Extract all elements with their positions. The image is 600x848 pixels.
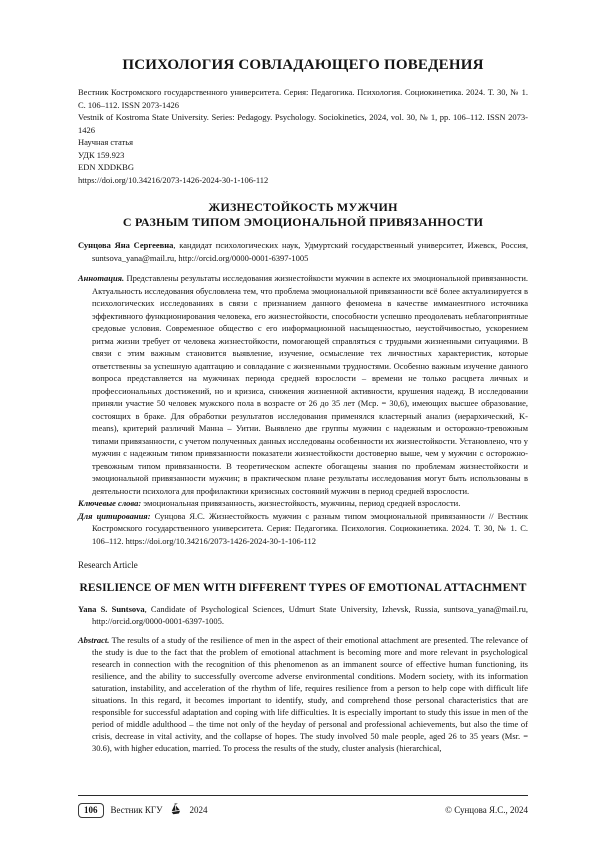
page-number-badge: 106 <box>78 803 104 818</box>
author-ru <box>78 239 528 264</box>
ship-icon <box>169 802 184 820</box>
abstract-en <box>78 634 528 754</box>
keywords-ru-label: Ключевые слова: <box>78 498 142 508</box>
abstract-en-label: Abstract. <box>78 635 110 645</box>
footer-left <box>78 802 207 818</box>
journal-citation-en: Vestnik of Kostroma State University. Series: Pedagogy. Psychology. Sociokinetics, 2024, vol. 30, № 1, pp. 106–112. ISSN 2073-1426 <box>78 112 528 135</box>
abstract-ru <box>78 272 528 497</box>
udc-code: УДК 159.923 <box>78 149 125 160</box>
footer-journal-name: Вестник КГУ <box>110 805 163 815</box>
doi-link[interactable]: https://doi.org/10.34216/2073-1426-2024-30-1-106-112 <box>78 174 269 185</box>
footer-year: 2024 <box>189 805 208 815</box>
author-en-name: Yana S. Suntsova <box>78 604 145 614</box>
author-en <box>78 603 528 627</box>
abstract-ru-text: Представлены результаты исследования жизнестойкости мужчин в аспекте их эмоциональной привязанности. Актуальность исследования обусловлена тем, что проблема эмоциональной привязанности всё более актуализируется в психологических исследованиях в связи с признанием данного феномена в качестве имманентного источника эффективного функционирования человека, его жизнестойкости, способности успешно преодолевать неблагоприятные средовые условия. Современное общество с его информационной насыщенностью, неустойчивостью, ускорением ритма жизни требует от человека жизнестойкости, помогающей справляться с трудными жизненными ситуациями. В связи с этим важным становится выявление, изучение, осмысление тех личностных характеристик, которые ответственны за успешную адаптацию и совладание с жизненными трудностями. Особенно важным изучение данного вопроса представляется на мужчинах периода средней взрослости – времени не только расцвета личных и профессиональных достижений, но и кризиса, снижения жизненной активности, крушения надежд. В исследовании приняли участие 50 человек мужского пола в возрасте от 26 до 35 лет (Мср. = 30,6), имеющих высшее образование, состоящих в браке. Для обработки результатов исследования применялся кластерный анализ (иерархический, K-means), критерий различий Манна – Уитни. Выявлено две группы мужчин с надежным и осторожно-тревожным типами привязанности, с учетом полученных данных исследованы особенности их жизнестойкости. Установлено, что у мужчин с надежным типом привязанности показатели жизнестойкости достоверно выше, чем у мужчин с осторожно-тревожным типом привязанности. В теоретическом аспекте обогащены знания по проблемам жизнестойкости и эмоциональной привязанности мужчин; в практическом плане результаты исследования могут быть использованы в деятельности психолога для профилактики кризисных состояний мужчин в период средней взрослости. <box>92 273 528 496</box>
keywords-ru <box>78 497 528 510</box>
article-title-ru-line2: С РАЗНЫМ ТИПОМ ЭМОЦИОНАЛЬНОЙ ПРИВЯЗАННОСТИ <box>122 215 484 229</box>
article-title-ru-line1: ЖИЗНЕСТОЙКОСТЬ МУЖЧИН <box>208 200 398 214</box>
page-footer <box>78 795 528 818</box>
journal-citation-ru: Вестник Костромского государственного университета. Серия: Педагогика. Психология. Социокинетика. 2024. Т. 30, № 1. С. 106–112. ISSN 2073-1426 <box>78 87 528 110</box>
citation-ru-label: Для цитирования: <box>78 510 151 521</box>
keywords-ru-text: эмоциональная привязанность, жизнестойкость, мужчины, период средней взрослости. <box>141 498 461 508</box>
section-header: ПСИХОЛОГИЯ СОВЛАДАЮЩЕГО ПОВЕДЕНИЯ <box>122 57 484 73</box>
footer-copyright: © Сунцова Я.С., 2024 <box>445 805 528 815</box>
abstract-en-text: The results of a study of the resilience of men in the aspect of their emotional attachment are presented. The relevance of the study is due to the fact that the problem of emotional attachment is becoming more and more relevant in psychological research in connection with the recognition of this phenomenon as an immanent source of effective human functioning, its resilience, and the ability to successfully overcome adverse environmental conditions. Modern society, with its information saturation, instability, and acceleration of the rhythm of life, requires resilience from a person to help cope with difficult life situations. In this regard, it becomes important to identify, study, and comprehend those personal characteristics that are responsible for successful adaptation and coping with life difficulties. It is especially important to study this issue in men of the period of middle adulthood – the time not only of the heyday of personal and professional achievements, but also the time of crisis, decrease in vital activity, and the collapse of hopes. The study involved 50 male people, aged 26 to 35 years (Msr. = 30.6), with higher education, married. To process the results of the study, cluster analysis (hierarchical, <box>92 635 528 753</box>
article-meta-block <box>78 86 528 186</box>
article-title-ru <box>78 200 528 230</box>
edn-code: EDN XDDKBG <box>78 162 134 172</box>
author-en-affiliation: , Candidate of Psychological Sciences, Udmurt State University, Izhevsk, Russia, suntsova_yana@mail.ru, http://orcid.org/0000-0001-6397-1005. <box>92 604 528 626</box>
author-ru-name: Сунцова Яна Сергеевна <box>78 240 174 250</box>
abstract-ru-label: Аннотация. <box>78 273 125 283</box>
article-type-en: Research Article <box>78 560 138 570</box>
citation-ru <box>78 510 528 548</box>
article-type-ru: Научная статья <box>78 137 134 147</box>
author-ru-affiliation: , кандидат психологических наук, Удмуртский государственный университет, Ижевск, Россия, suntsova_yana@mail.ru, http://orcid.org/0000-0001-6397-1005 <box>92 240 528 263</box>
article-title-en: RESILIENCE OF MEN WITH DIFFERENT TYPES OF EMOTIONAL ATTACHMENT <box>79 582 527 594</box>
citation-ru-text: Сунцова Я.С. Жизнестойкость мужчин с разным типом эмоциональной привязанности // Вестник Костромского государственного университета. Серия: Педагогика. Психология. Социокинетика. 2024. Т. 30, № 1. С. 106–112. https://doi.org/10.34216/2073-1426-2024-30-1-106-112 <box>92 510 528 546</box>
